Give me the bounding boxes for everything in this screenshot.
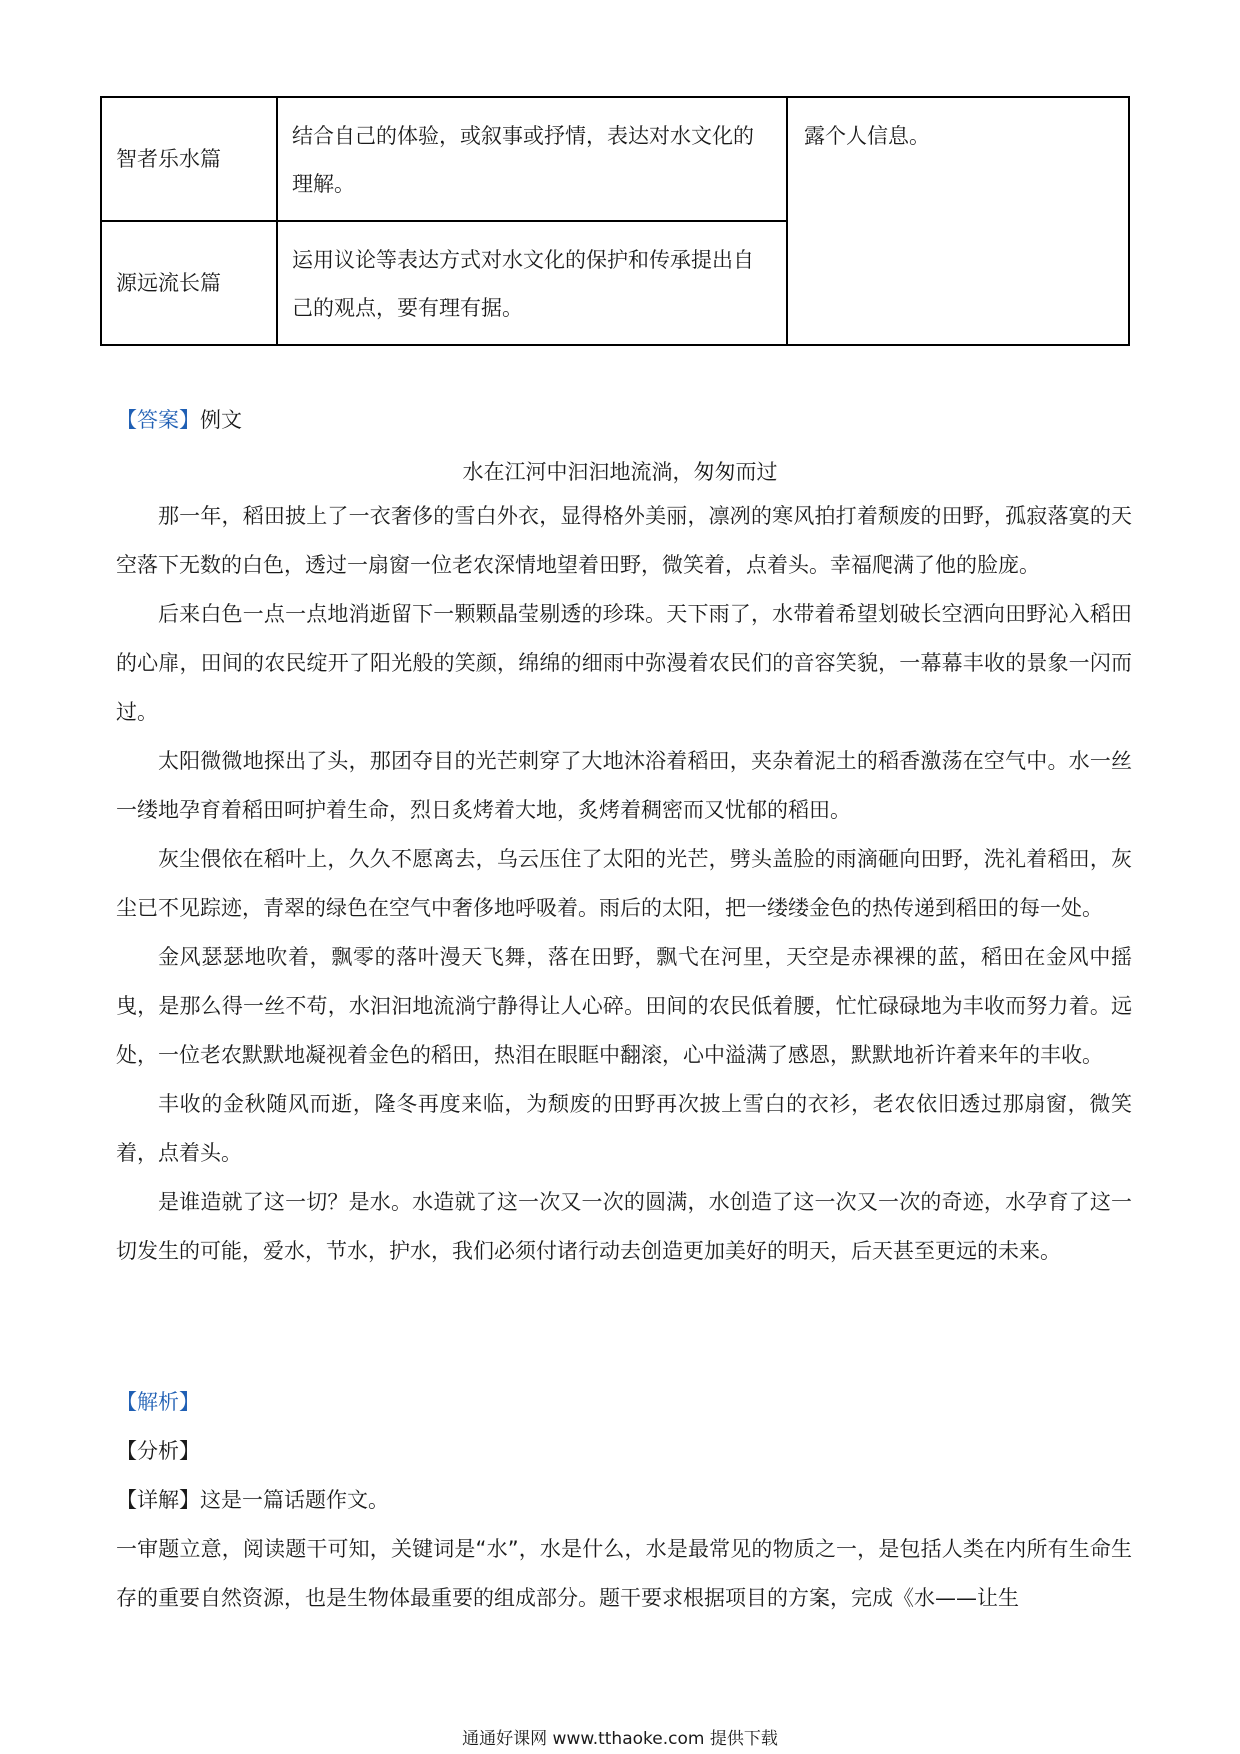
essay-title: 水在江河中汩汩地流淌，匆匆而过 — [462, 460, 778, 484]
row-name-cell: 源远流长篇 — [101, 221, 277, 345]
row-requirement-cell: 结合自己的体验，或叙事或抒情，表达对水文化的理解。 — [277, 97, 787, 221]
essay-paragraph: 丰收的金秋随风而逝，隆冬再度来临，为颓废的田野再次披上雪白的衣衫，老农依旧透过那扇窗，微笑着，点着头。 — [116, 1092, 1132, 1165]
requirements-table — [100, 96, 1130, 346]
essay-paragraph: 后来白色一点一点地消逝留下一颗颗晶莹剔透的珍珠。天下雨了，水带着希望划破长空洒向田野沁入稻田的心扉，田间的农民绽开了阳光般的笑颜，绵绵的细雨中弥漫着农民们的音容笑貌，一幕幕丰收的景象一闪而过。 — [116, 602, 1132, 724]
row-requirement-cell: 运用议论等表达方式对水文化的保护和传承提出自己的观点，要有理有据。 — [277, 221, 787, 345]
essay-paragraph: 太阳微微地探出了头，那团夺目的光芒刺穿了大地沐浴着稻田，夹杂着泥土的稻香激荡在空气中。水一丝一缕地孕育着稻田呵护着生命，烈日炙烤着大地，炙烤着稠密而又忧郁的稻田。 — [116, 749, 1132, 822]
answer-heading — [116, 400, 242, 440]
answer-label: 例文 — [200, 408, 242, 432]
row-name-cell: 智者乐水篇 — [101, 97, 277, 221]
essay-paragraph: 是谁造就了这一切？是水。水造就了这一次又一次的圆满，水创造了这一次又一次的奇迹，水孕育了这一切发生的可能，爱水，节水，护水，我们必须付诸行动去创造更加美好的明天，后天甚至更远的未来。 — [116, 1190, 1132, 1263]
page-footer: 通通好课网 www.tthaoke.com 提供下载 — [462, 1729, 778, 1749]
detail-line — [116, 1476, 1132, 1525]
table-row — [101, 97, 1129, 221]
essay-body — [116, 492, 1132, 1276]
analysis-body: 一审题立意，阅读题干可知，关键词是“水”，水是什么，水是最常见的物质之一，是包括人类在内所有生命生存的重要自然资源，也是生物体最重要的组成部分。题干要求根据项目的方案，完成《水——让生 — [116, 1537, 1132, 1610]
essay-paragraph: 灰尘偎依在稻叶上，久久不愿离去，乌云压住了太阳的光芒，劈头盖脸的雨滴砸向田野，洗礼着稻田，灰尘已不见踪迹，青翠的绿色在空气中奢侈地呼吸着。雨后的太阳，把一缕缕金色的热传递到稻田的每一处。 — [116, 847, 1132, 920]
note-cell: 露个人信息。 — [787, 97, 1129, 345]
analysis-section — [116, 1378, 1132, 1623]
essay-paragraph: 那一年，稻田披上了一衣奢侈的雪白外衣，显得格外美丽，凛冽的寒风拍打着颓废的田野，孤寂落寞的天空落下无数的白色，透过一扇窗一位老农深情地望着田野，微笑着，点着头。幸福爬满了他的脸庞。 — [116, 504, 1132, 577]
answer-tag: 【答案】 — [116, 408, 200, 432]
analysis-subheading: 【分析】 — [116, 1439, 200, 1463]
detail-tag: 【详解】 — [116, 1488, 200, 1512]
analysis-tag: 【解析】 — [116, 1390, 200, 1414]
detail-text: 这是一篇话题作文。 — [200, 1488, 389, 1512]
essay-paragraph: 金风瑟瑟地吹着，飘零的落叶漫天飞舞，落在田野，飘弋在河里，天空是赤裸裸的蓝，稻田在金风中摇曳，是那么得一丝不苟，水汩汩地流淌宁静得让人心碎。田间的农民低着腰，忙忙碌碌地为丰收而努力着。远处，一位老农默默地凝视着金色的稻田，热泪在眼眶中翻滚，心中溢满了感恩，默默地祈许着来年的丰收。 — [116, 945, 1132, 1067]
